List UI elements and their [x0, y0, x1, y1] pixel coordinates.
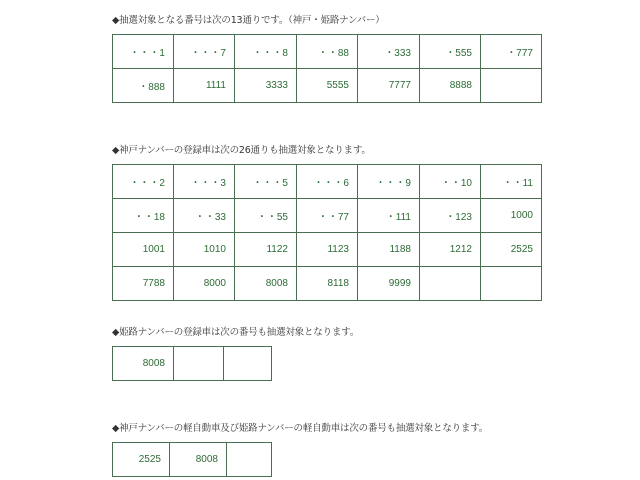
number-cell: 1122 [235, 233, 297, 267]
number-cell: 1188 [358, 233, 420, 267]
number-cell: ・・・3 [174, 165, 235, 199]
number-cell: ・・10 [420, 165, 481, 199]
number-cell: 1212 [420, 233, 481, 267]
number-cell: ・・・7 [174, 35, 235, 69]
number-cell: 2525 [481, 233, 542, 267]
number-cell: 8008 [170, 443, 227, 477]
number-cell: ・123 [420, 199, 481, 233]
number-cell: ・・55 [235, 199, 297, 233]
number-cell: ・・・1 [113, 35, 174, 69]
number-cell: ・・18 [113, 199, 174, 233]
table-row [113, 199, 542, 233]
number-cell [174, 347, 224, 381]
number-cell: 9999 [358, 267, 420, 301]
table-row [113, 35, 542, 69]
number-cell: ・777 [481, 35, 542, 69]
number-cell: ・・・9 [358, 165, 420, 199]
section-4-heading: ◆神戸ナンバーの軽自動車及び姫路ナンバーの軽自動車は次の番号も抽選対象となります。 [112, 423, 489, 434]
number-cell: 1000 [481, 199, 542, 233]
number-cell: 1001 [113, 233, 174, 267]
lottery-numbers-table-himeji [112, 346, 272, 381]
section-1-heading: ◆抽選対象となる番号は次の13通りです。（神戸・姫路ナンバー） [112, 15, 385, 26]
number-cell: 8008 [113, 347, 174, 381]
number-cell: ・111 [358, 199, 420, 233]
number-cell: ・・・2 [113, 165, 174, 199]
number-cell: ・333 [358, 35, 420, 69]
number-cell: 7788 [113, 267, 174, 301]
number-cell: 1111 [174, 69, 235, 103]
number-cell: ・・33 [174, 199, 235, 233]
number-cell: 8118 [297, 267, 358, 301]
table-row [113, 69, 542, 103]
table-row [113, 165, 542, 199]
number-cell: ・・11 [481, 165, 542, 199]
number-cell [227, 443, 272, 477]
lottery-numbers-table-kei [112, 442, 272, 477]
number-cell: ・・・5 [235, 165, 297, 199]
lottery-numbers-table-kobe [112, 164, 542, 301]
number-cell: 8888 [420, 69, 481, 103]
number-cell: ・888 [113, 69, 174, 103]
number-cell: 1010 [174, 233, 235, 267]
number-cell: ・・・8 [235, 35, 297, 69]
number-cell: ・・77 [297, 199, 358, 233]
number-cell [481, 267, 542, 301]
number-cell: ・・88 [297, 35, 358, 69]
section-2-heading: ◆神戸ナンバーの登録車は次の26通りも抽選対象となります。 [112, 145, 371, 156]
table-row [113, 347, 272, 381]
number-cell [224, 347, 272, 381]
number-cell: 5555 [297, 69, 358, 103]
table-row [113, 267, 542, 301]
number-cell: 7777 [358, 69, 420, 103]
number-cell: 3333 [235, 69, 297, 103]
number-cell: 8000 [174, 267, 235, 301]
table-row [113, 443, 272, 477]
number-cell: ・・・6 [297, 165, 358, 199]
section-3-heading: ◆姫路ナンバーの登録車は次の番号も抽選対象となります。 [112, 327, 360, 338]
number-cell [420, 267, 481, 301]
lottery-numbers-table-common [112, 34, 542, 103]
number-cell: 8008 [235, 267, 297, 301]
table-row [113, 233, 542, 267]
number-cell: ・555 [420, 35, 481, 69]
number-cell: 1123 [297, 233, 358, 267]
number-cell: 2525 [113, 443, 170, 477]
number-cell [481, 69, 542, 103]
